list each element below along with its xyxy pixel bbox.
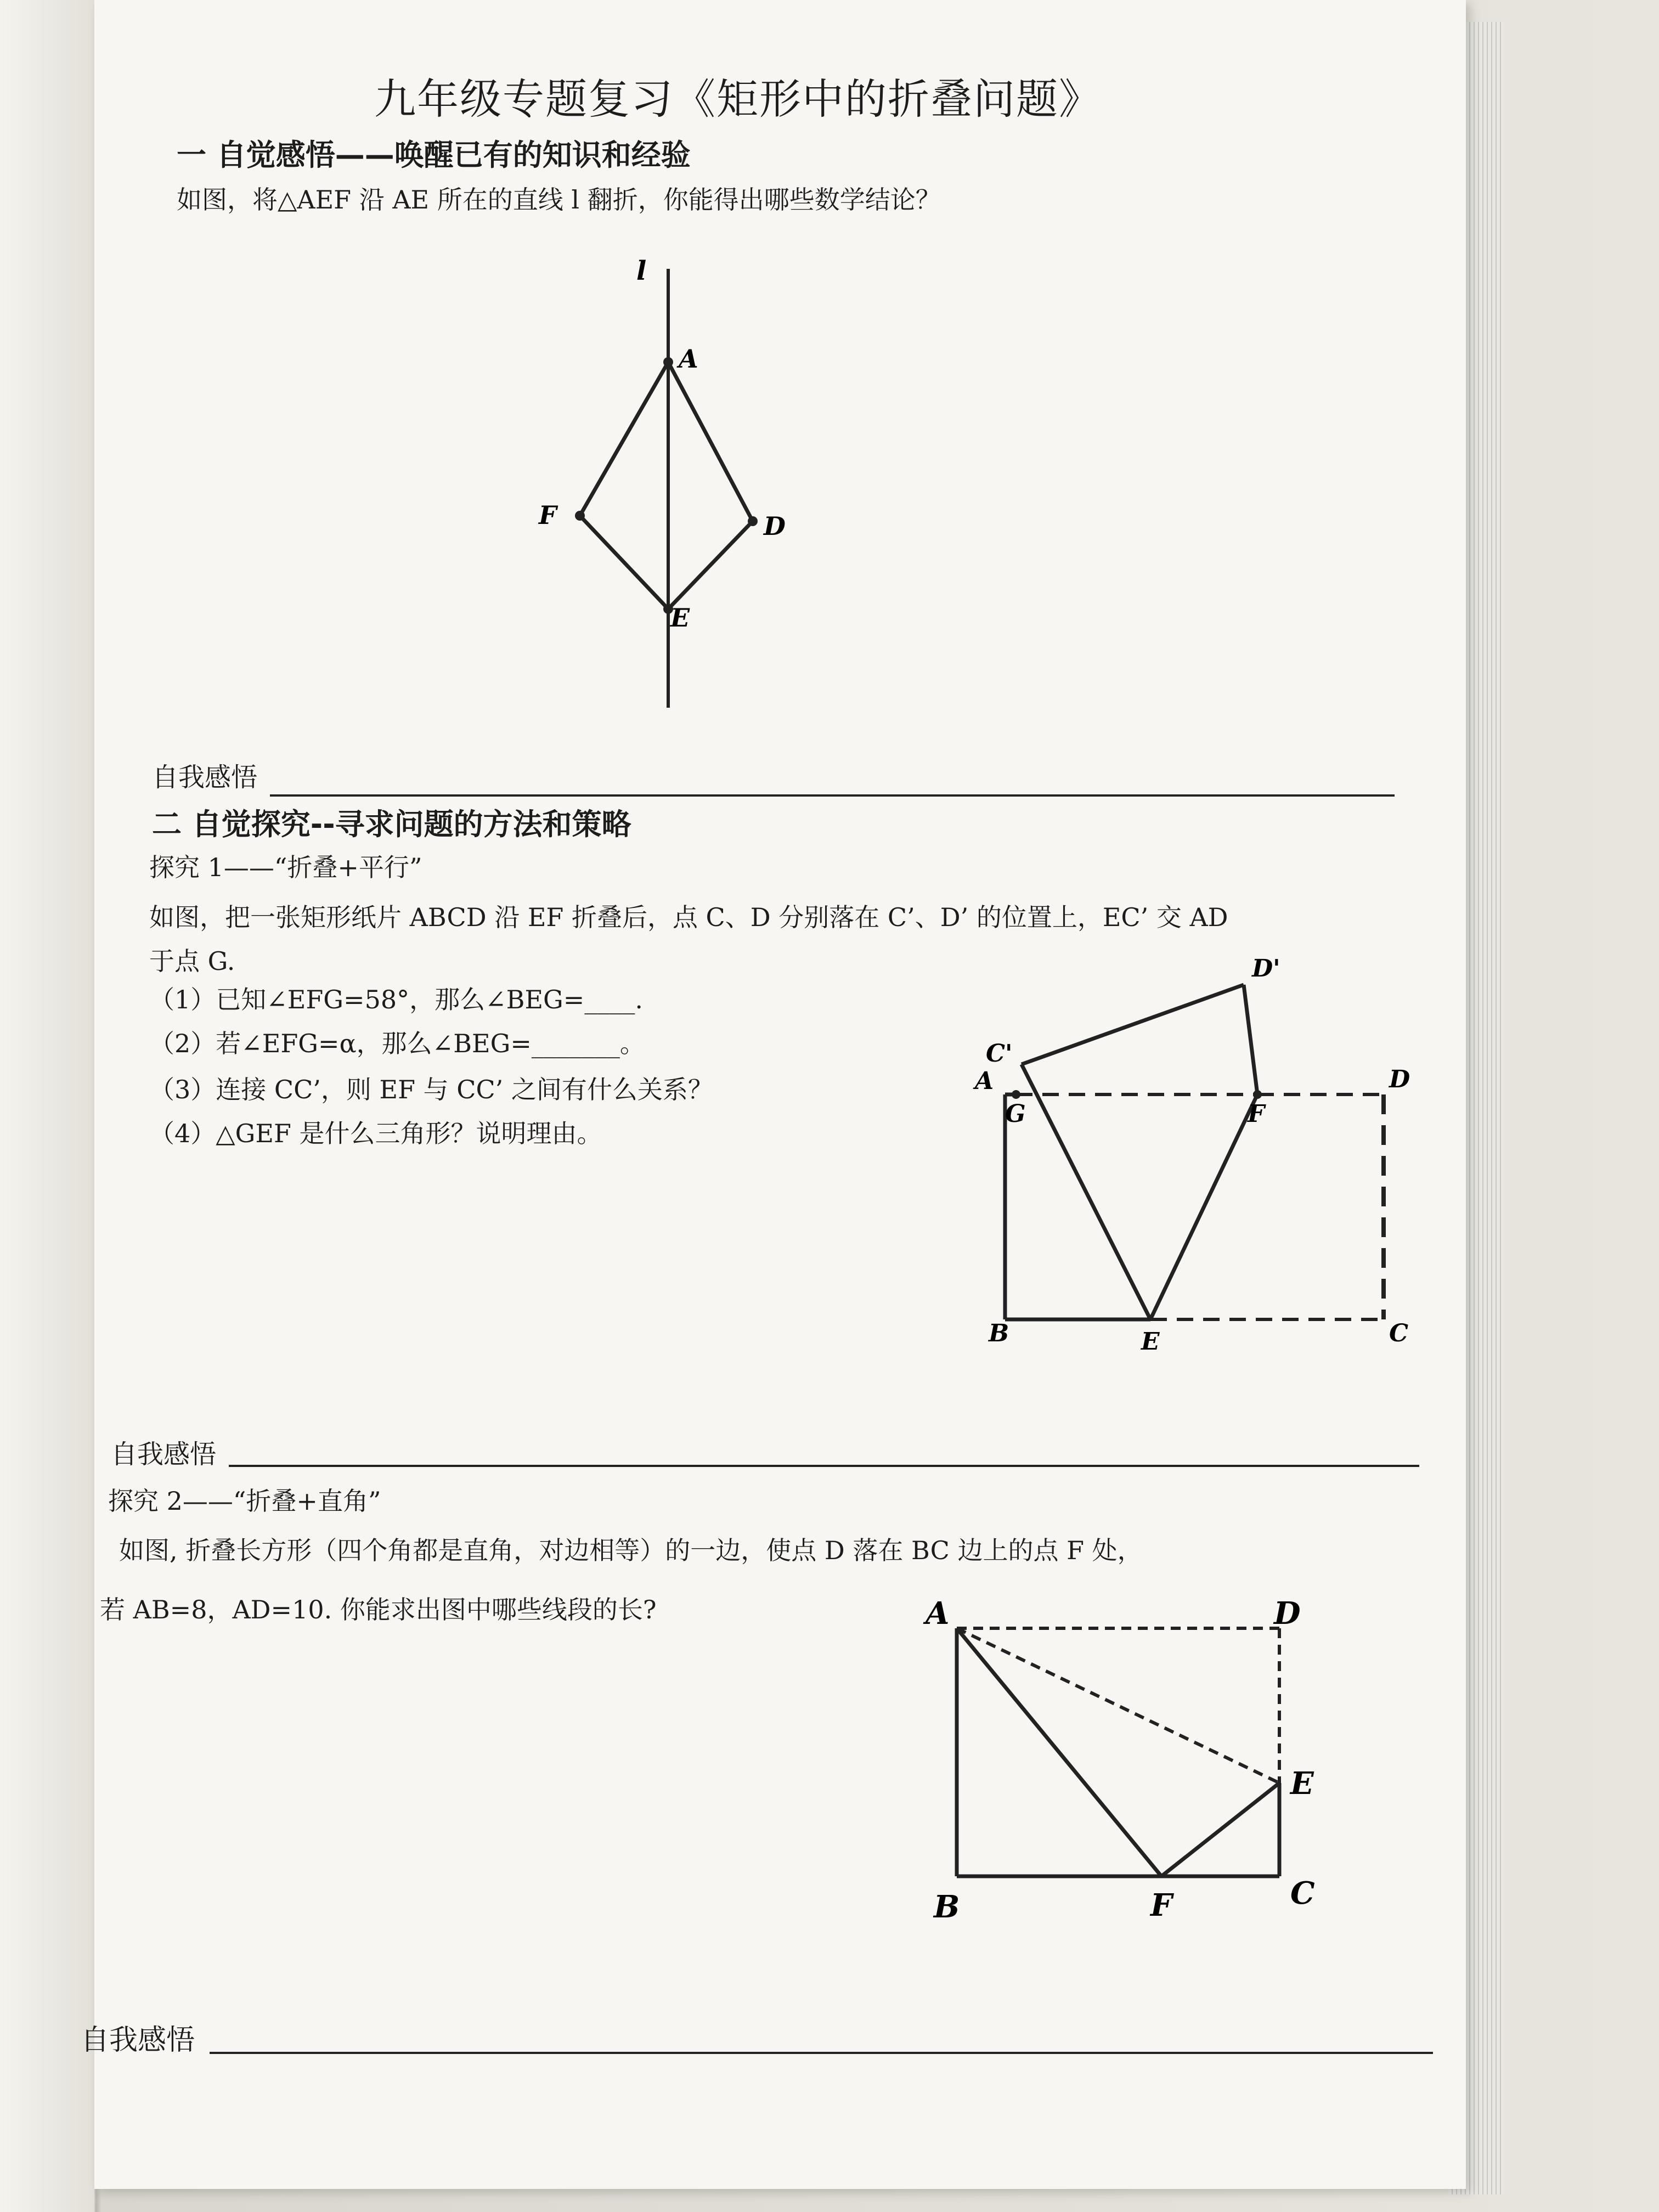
explore1-q3: （3）连接 CC’，则 EF 与 CC’ 之间有什么关系？ xyxy=(149,1075,713,1104)
reflect-blank-1[interactable] xyxy=(270,794,1395,797)
segment-ae-dashed xyxy=(957,1628,1279,1783)
reflect-blank-2[interactable] xyxy=(229,1465,1419,1467)
left-page-edge xyxy=(0,0,94,2212)
segment-d1f xyxy=(1244,985,1257,1094)
label-c: C xyxy=(1389,1319,1409,1347)
label-d: D xyxy=(1389,1065,1410,1093)
section1-intro: 如图，将△AEF 沿 AE 所在的直线 l 翻折，你能得出哪些数学结论？ xyxy=(177,185,941,215)
label-f: F xyxy=(1150,1887,1172,1923)
segment-af xyxy=(957,1628,1161,1876)
label-e: E xyxy=(670,603,690,633)
explore2-text-2: 若 AB=8，AD=10. 你能求出图中哪些线段的长? xyxy=(100,1595,657,1624)
explore1-q4: （4）△GEF 是什么三角形？说明理由。 xyxy=(149,1119,602,1148)
label-e: E xyxy=(1141,1328,1160,1356)
label-d: D xyxy=(1274,1595,1301,1632)
figure-rectangle-fold-1 xyxy=(835,933,1466,1383)
label-a: A xyxy=(926,1595,950,1632)
label-c: C xyxy=(1290,1875,1315,1911)
kite-shape xyxy=(580,362,753,609)
point-f xyxy=(1253,1090,1262,1099)
label-f: F xyxy=(1248,1100,1265,1128)
explore2-text-1: 如图, 折叠长方形（四个角都是直角，对边相等）的一边，使点 D 落在 BC 边上的点 F 处， xyxy=(119,1536,1143,1565)
figure-rectangle-fold-2 xyxy=(912,1580,1460,1931)
label-d1: D' xyxy=(1252,955,1280,983)
point-a xyxy=(663,357,673,367)
label-b: B xyxy=(934,1889,960,1925)
label-c1: C' xyxy=(986,1040,1013,1068)
figure-kite xyxy=(511,258,928,719)
segment-ec1 xyxy=(1022,1064,1150,1319)
section2-heading: 二 自觉探究--寻求问题的方法和策略 xyxy=(152,807,631,842)
point-f xyxy=(575,511,585,521)
worksheet-page xyxy=(81,0,1466,2189)
segment-fe xyxy=(1161,1783,1279,1876)
explore1-title: 探究 1——“折叠+平行” xyxy=(149,853,422,882)
explore1-q2: （2）若∠EFG=α，那么∠BEG=_______。 xyxy=(149,1029,645,1058)
section1-heading: 一 自觉感悟——唤醒已有的知识和经验 xyxy=(177,138,691,172)
explore2-title: 探究 2——“折叠+直角” xyxy=(108,1486,381,1516)
label-a: A xyxy=(679,344,698,374)
point-d xyxy=(748,516,758,526)
reflect-label-2: 自我感悟 xyxy=(111,1439,217,1470)
segment-c1d1 xyxy=(1022,985,1244,1064)
reflect-blank-3[interactable] xyxy=(210,2052,1433,2054)
label-f: F xyxy=(539,500,557,530)
segment-ef xyxy=(1150,1094,1257,1319)
reflect-label-1: 自我感悟 xyxy=(152,762,258,793)
explore1-q1: （1）已知∠EFG=58°，那么∠BEG=____. xyxy=(149,985,643,1014)
label-d: D xyxy=(764,511,786,541)
reflect-label-3: 自我感悟 xyxy=(81,2024,195,2057)
point-g xyxy=(1012,1090,1020,1099)
page-title: 九年级专题复习《矩形中的折叠问题》 xyxy=(374,75,1102,123)
explore1-text-1: 如图，把一张矩形纸片 ABCD 沿 EF 折叠后，点 C、D 分别落在 C’、D’ 的位置上，EC’ 交 AD xyxy=(149,902,1228,932)
label-a: A xyxy=(975,1067,994,1095)
label-l: l xyxy=(636,258,647,286)
label-g: G xyxy=(1005,1100,1026,1128)
explore1-text-2: 于点 G. xyxy=(149,946,235,976)
label-e: E xyxy=(1290,1765,1314,1802)
label-b: B xyxy=(989,1319,1009,1347)
